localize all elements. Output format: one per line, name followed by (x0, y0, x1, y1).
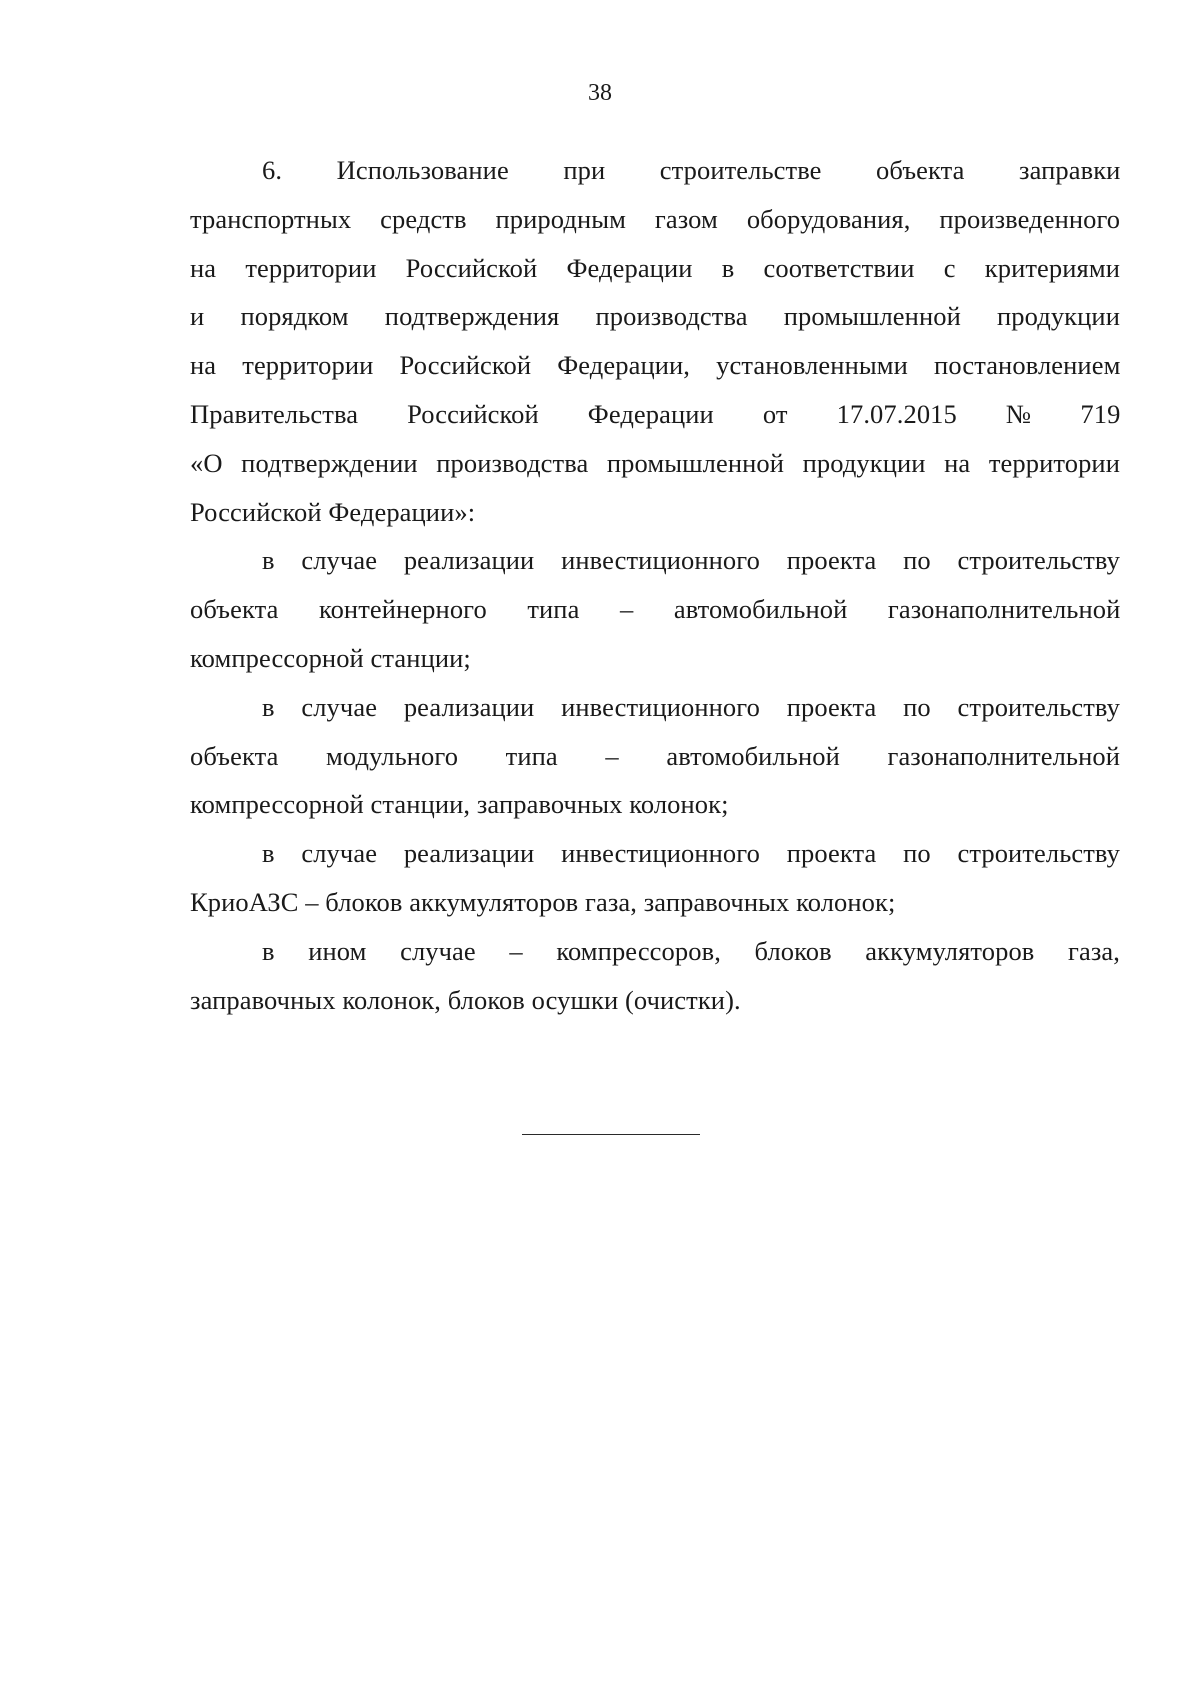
paragraph-6 (190, 146, 1120, 536)
end-of-document-rule (522, 1134, 700, 1135)
text-line: транспортных средств природным газом оборудования, произведенного (190, 203, 1121, 234)
paragraph-modular-type (190, 683, 1120, 829)
page-number: 38 (588, 80, 612, 106)
text-line: компрессорной станции, заправочных колонок; (190, 789, 729, 820)
paragraph-kriaazs (190, 829, 1120, 927)
paragraph-container-type (190, 536, 1120, 682)
text-line: 6. Использование при строительстве объекта заправки (262, 155, 1121, 185)
text-line: в случае реализации инвестиционного проекта по строительству (262, 545, 1120, 576)
text-line: компрессорной станции; (190, 642, 471, 673)
text-line: КриоАЗС – блоков аккумуляторов газа, заправочных колонок; (190, 886, 896, 917)
text-line: Российской Федерации»: (190, 496, 476, 527)
text-line: «О подтверждении производства промышленной продукции на территории (190, 447, 1120, 478)
text-line: в случае реализации инвестиционного проекта по строительству (262, 838, 1120, 869)
text-line: объекта модульного типа – автомобильной газонаполнительной (190, 740, 1120, 771)
text-line: в ином случае – компрессоров, блоков аккумуляторов газа, (262, 935, 1120, 966)
text-line: заправочных колонок, блоков осушки (очистки). (190, 984, 741, 1015)
text-line: на территории Российской Федерации, установленными постановлением (190, 350, 1121, 381)
text-line: и порядком подтверждения производства промышленной продукции (190, 301, 1120, 332)
text-line: объекта контейнерного типа – автомобильной газонаполнительной (190, 594, 1121, 625)
text-line: Правительства Российской Федерации от 17.07.2015 № 719 (190, 398, 1121, 429)
paragraph-other-case (190, 927, 1120, 1025)
text-line: на территории Российской Федерации в соответствии с критериями (190, 252, 1120, 283)
document-body (190, 146, 1120, 1024)
text-line: в случае реализации инвестиционного проекта по строительству (262, 691, 1120, 722)
